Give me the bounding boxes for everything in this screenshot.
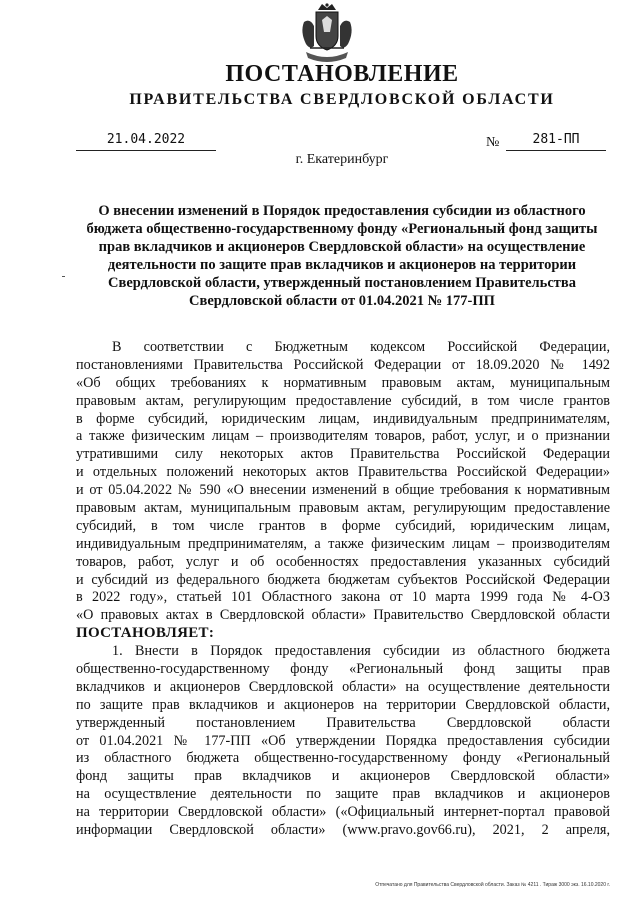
margin-mark	[62, 276, 65, 277]
resolution-keyword: ПОСТАНОВЛЯЕТ:	[76, 625, 215, 642]
body-line: утратившими силу некоторых актов Правительства Российской Федерации	[76, 446, 610, 463]
body-line: и субсидий из федерального бюджета бюджетам субъектов Российской Федерации	[76, 571, 610, 588]
body-line: постановлениями Правительства Российской Федерации от 18.09.2020 № 1492	[76, 356, 610, 373]
body-line: по защите прав вкладчиков и акционеров на территории Свердловской области,	[76, 696, 610, 713]
document-heading	[80, 202, 604, 310]
body-line: от 01.04.2021 № 177-ПП «Об утверждении Порядка предоставления субсидии	[76, 732, 610, 749]
body-line: общественно-государственному фонду «Региональный фонд защиты прав	[76, 661, 610, 678]
body-line: правовым актам, муниципальным правовым актам, регулирующим предоставление	[76, 500, 610, 517]
body-line: из областного бюджета общественно-государственному фонду «Региональный	[76, 750, 610, 767]
heading-line: деятельности по защите прав вкладчиков и акционеров на территории	[107, 257, 577, 273]
document-date: 21.04.2022	[76, 132, 216, 151]
body-line: «Об общих требованиях к нормативным правовым актам, муниципальным	[76, 374, 610, 391]
body-line: а также физическим лицам – производителям товаров, работ, услуг, и о признании	[76, 428, 610, 445]
body-line: в форме субсидий, юридическим лицам, индивидуальным предпринимателям,	[76, 410, 610, 427]
heading-line: Свердловской области от 01.04.2021 № 177-ПП	[189, 293, 495, 309]
body-line: фонд защиты прав вкладчиков и акционеров Свердловской области»	[76, 768, 610, 785]
body-line: и от 05.04.2022 № 590 «О внесении изменений в общие требования к нормативным	[76, 482, 610, 499]
heading-line: О внесении изменений в Порядок предоставления субсидии из областного	[98, 203, 586, 219]
body-line: на осуществление деятельности по защите прав вкладчиков и акционеров	[76, 786, 610, 803]
body-line: информации Свердловской области» (www.pravo.gov66.ru), 2021, 2 апреля,	[76, 822, 610, 839]
body-line: на территории Свердловской области» («Официальный интернет-портал правовой	[76, 804, 610, 821]
body-line: в 2022 году», статьей 101 Областного закона от 10 марта 1999 года № 4-ОЗ	[76, 589, 610, 606]
body-line: субсидий, в том числе грантов в форме субсидий, юридическим лицам,	[76, 517, 610, 534]
document-body	[76, 339, 610, 840]
body-line: «О правовых актах в Свердловской области» Правительство Свердловской области	[76, 607, 610, 624]
number-label: №	[486, 135, 500, 150]
document-issuer: ПРАВИТЕЛЬСТВА СВЕРДЛОВСКОЙ ОБЛАСТИ	[129, 91, 555, 108]
heading-line: прав вкладчиков и акционеров Свердловской области» на осуществление	[98, 239, 586, 255]
body-line: В соответствии с Бюджетным кодексом Российской Федерации,	[112, 339, 610, 355]
coat-of-arms-icon	[296, 2, 358, 66]
body-line: вкладчиков и акционеров Свердловской области» на осуществление деятельности	[76, 678, 610, 695]
document-title: ПОСТАНОВЛЕНИЕ	[225, 61, 459, 87]
heading-line: бюджета общественно-государственному фонду «Региональный фонд защиты	[86, 221, 598, 237]
body-line: и отдельных положений некоторых актов Правительства Российской Федерации»	[76, 464, 610, 481]
body-line: утвержденный постановлением Правительства Свердловской области	[76, 714, 610, 731]
print-footer: Отпечатано для Правительства Свердловской области. Заказ № 4211 . Тираж 3000 экз. 16.10.2020 г.	[375, 882, 610, 888]
body-line: товаров, работ, услуг и об особенностях предоставления указанных субсидий	[76, 553, 610, 570]
document-number: 281-ПП	[506, 132, 606, 151]
body-line: 1. Внести в Порядок предоставления субсидии из областного бюджета	[112, 643, 610, 660]
body-line: индивидуальным предпринимателям, а также физическим лицам – производителям	[76, 535, 610, 552]
heading-line: Свердловской области, утвержденный постановлением Правительства	[108, 275, 576, 291]
body-line: правовым актам, регулирующим предоставление субсидий, в том числе грантов	[76, 392, 610, 409]
document-city: г. Екатеринбург	[295, 152, 389, 167]
